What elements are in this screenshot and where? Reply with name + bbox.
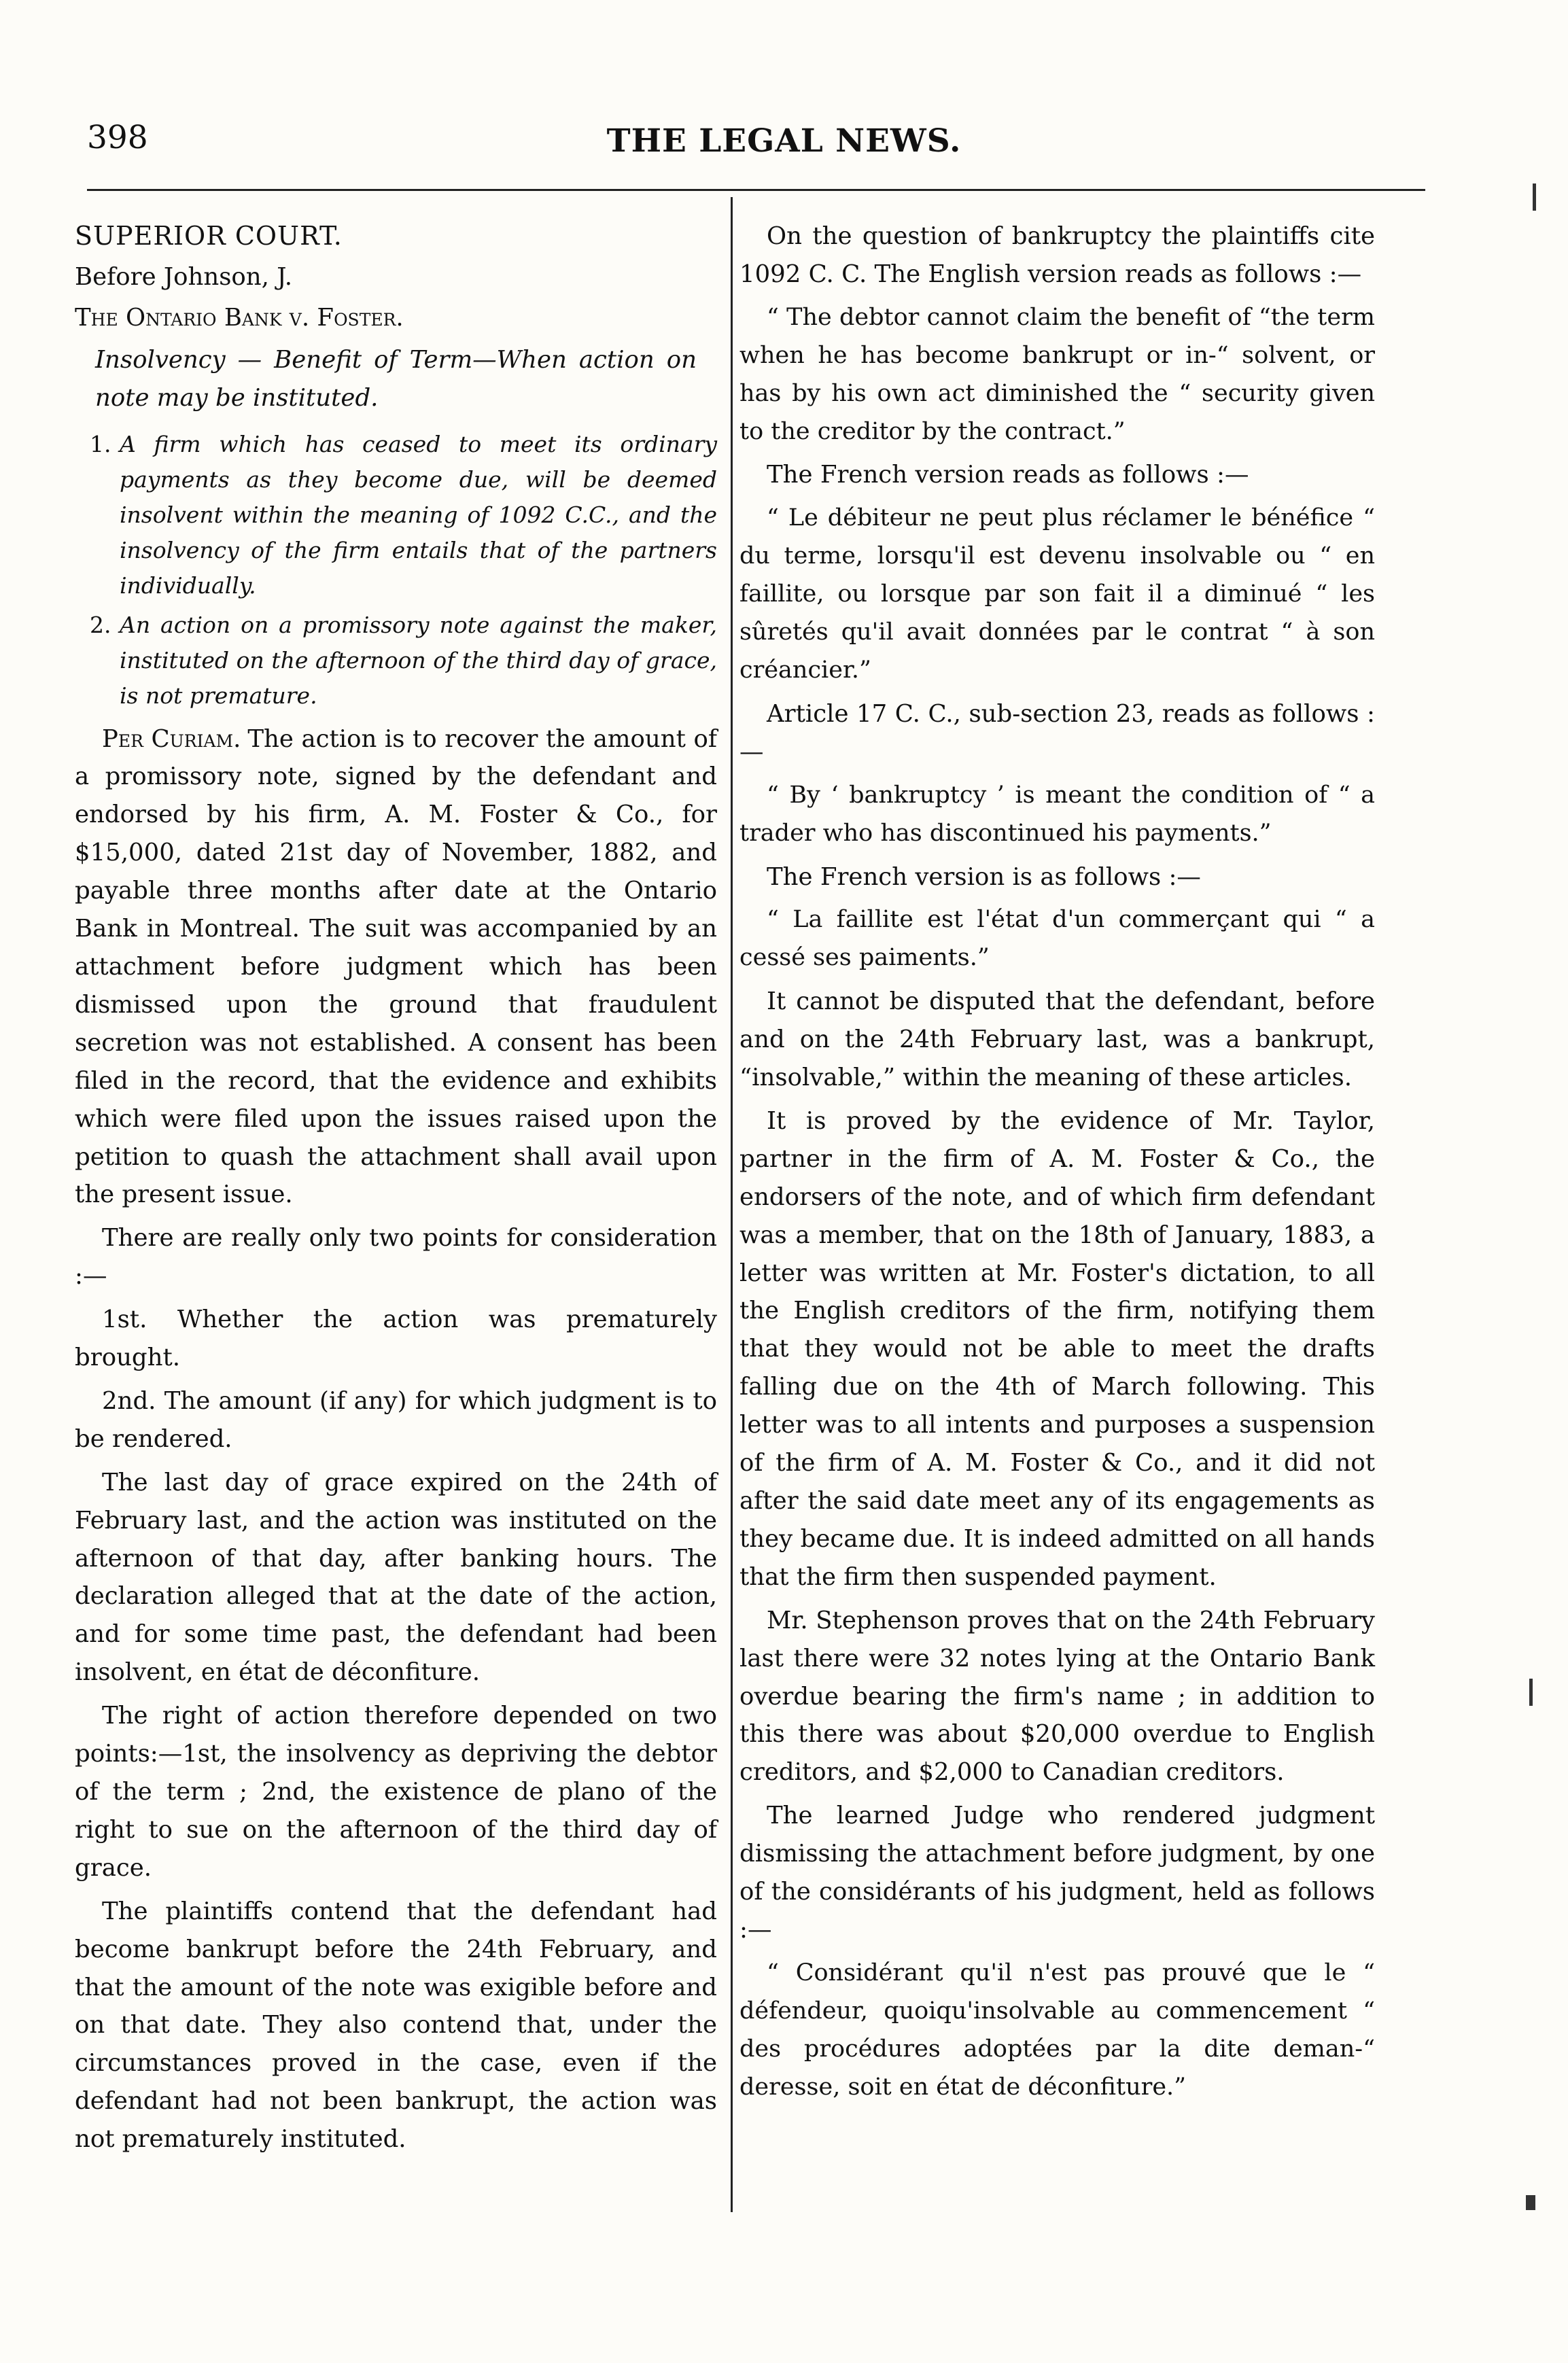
headnote-item <box>75 427 717 603</box>
opinion-paragraph: 2nd. The amount (if any) for which judgment is to be rendered. <box>75 1386 717 1453</box>
quoted-paragraph: “ By ‘ bankruptcy ’ is meant the condition of “ a trader who has discontinued his payments.” <box>739 781 1375 847</box>
scan-edge-mark <box>1529 1679 1533 1706</box>
quoted-paragraph: “ La faillite est l'état d'un commerçant qui “ a cessé ses paiments.” <box>739 906 1375 972</box>
opinion-paragraph: Mr. Stephenson proves that on the 24th February last there were 32 notes lying at the Ontario Bank overdue bearing the firm's name ; in addition to this there was about $20,000 overdue to English creditors, and $2,000 to Canadian creditors. <box>739 1606 1375 1787</box>
right-column <box>739 217 1375 2112</box>
scan-edge-mark <box>1526 2195 1535 2210</box>
column-rule <box>731 197 733 2212</box>
quoted-paragraph: “ Considérant qu'il n'est pas prouvé que le “ défendeur, quoiqu'insolvable au commencement “ des procédures adoptées par la dite deman-“ deresse, soit en état de déconfiture.” <box>739 1959 1375 2101</box>
opinion-paragraph: The French version is as follows :— <box>767 862 1201 891</box>
headnote-number: 2. <box>90 611 111 638</box>
opinion-paragraph: The last day of grace expired on the 24th of February last, and the action was instituted on the afternoon of that day, after banking hours. The declaration alleged that at the date of the action, and for some time past, the defendant had been insolvent, en état de déconfiture. <box>75 1468 717 1687</box>
left-column <box>75 217 717 2164</box>
quoted-paragraph: “ Le débiteur ne peut plus réclamer le bénéfice “ du terme, lorsqu'il est devenu insolvable ou “ en faillite, ou lorsque par son fait il a diminué “ les sûretés qu'il avait données par le contrat “ à son créancier.” <box>739 504 1375 684</box>
header-rule <box>87 189 1425 191</box>
opinion-paragraph: The learned Judge who rendered judgment dismissing the attachment before judgment, by one of the considérants of his judgment, held as follows :— <box>739 1802 1375 1944</box>
quoted-paragraph: “ The debtor cannot claim the benefit of “the term when he has become bankrupt or in-“ solvent, or has by his own act diminished the “ security given to the creditor by the contract.” <box>739 303 1375 445</box>
opinion-paragraph: It is proved by the evidence of Mr. Taylor, partner in the firm of A. M. Foster & Co., the endorsers of the note, and of which firm defendant was a member, that on the 18th of January, 1883, a letter was written at Mr. Foster's dictation, to all the English creditors of the firm, notifying them that they would not be able to meet the drafts falling due on the 4th of March following. This letter was to all intents and purposes a suspension of the firm of A. M. Foster & Co., and it did not after the said date meet any of its engagements as they became due. It is indeed admitted on all hands that the firm then suspended payment. <box>739 1106 1375 1591</box>
syllabus: Insolvency — Benefit of Term—When action on note may be instituted. <box>95 345 697 412</box>
opinion-paragraph: The French version reads as follows :— <box>767 461 1249 489</box>
bench-line: Before Johnson, J. <box>75 262 292 291</box>
headnote-item <box>75 608 717 714</box>
scan-edge-mark <box>1533 183 1536 211</box>
headnote-text: A firm which has ceased to meet its ordinary payments as they become due, will be deemed insolvent within the meaning of 1092 C.C., and the insolvency of the firm entails that of the partners individually. <box>120 430 717 599</box>
page-number: 398 <box>87 119 148 156</box>
opinion-paragraph: Article 17 C. C., sub-section 23, reads as follows :— <box>739 699 1375 766</box>
opinion-paragraph: The plaintiffs contend that the defendant had become bankrupt before the 24th February, and that the amount of the note was exigible before and on that date. They also contend that, under the circumstances proved in the case, even if the defendant had not been bankrupt, the action was not prematurely instituted. <box>75 1897 717 2154</box>
speaker-label: Per Curiam. <box>102 724 241 753</box>
headnote-text: An action on a promissory note against the maker, instituted on the afternoon of the third day of grace, is not premature. <box>120 611 717 709</box>
paragraph-text: The action is to recover the amount of a promissory note, signed by the defendant and endorsed by his firm, A. M. Foster & Co., for $15,000, dated 21st day of November, 1882, and payable three months after date at the Ontario Bank in Montreal. The suit was accompanied by an attachment before judgment which has been dismissed upon the ground that fraudulent secretion was not established. A consent has been filed in the record, that the evidence and exhibits which were filed upon the issues raised upon the petition to quash the attachment shall avail upon the present issue. <box>75 724 717 1209</box>
opinion-paragraph: There are really only two points for consideration :— <box>75 1224 717 1291</box>
opinion-paragraph: On the question of bankruptcy the plaintiffs cite 1092 C. C. The English version reads as follows :— <box>739 222 1375 288</box>
headnote-number: 1. <box>90 430 111 457</box>
running-title: THE LEGAL NEWS. <box>606 122 962 160</box>
opinion-paragraph: The right of action therefore depended on two points:—1st, the insolvency as depriving the debtor of the term ; 2nd, the existence de plano of the right to sue on the afternoon of the third day of grace. <box>75 1702 717 1882</box>
case-title: The Ontario Bank v. Foster. <box>75 303 404 332</box>
headnotes <box>75 427 717 714</box>
opinion-paragraph <box>75 720 717 1214</box>
opinion-paragraph: It cannot be disputed that the defendant, before and on the 24th February last, was a bankrupt, “insolvable,” within the meaning of these articles. <box>739 987 1375 1092</box>
court-heading: SUPERIOR COURT. <box>75 221 343 251</box>
opinion-paragraph: 1st. Whether the action was prematurely brought. <box>75 1306 717 1372</box>
